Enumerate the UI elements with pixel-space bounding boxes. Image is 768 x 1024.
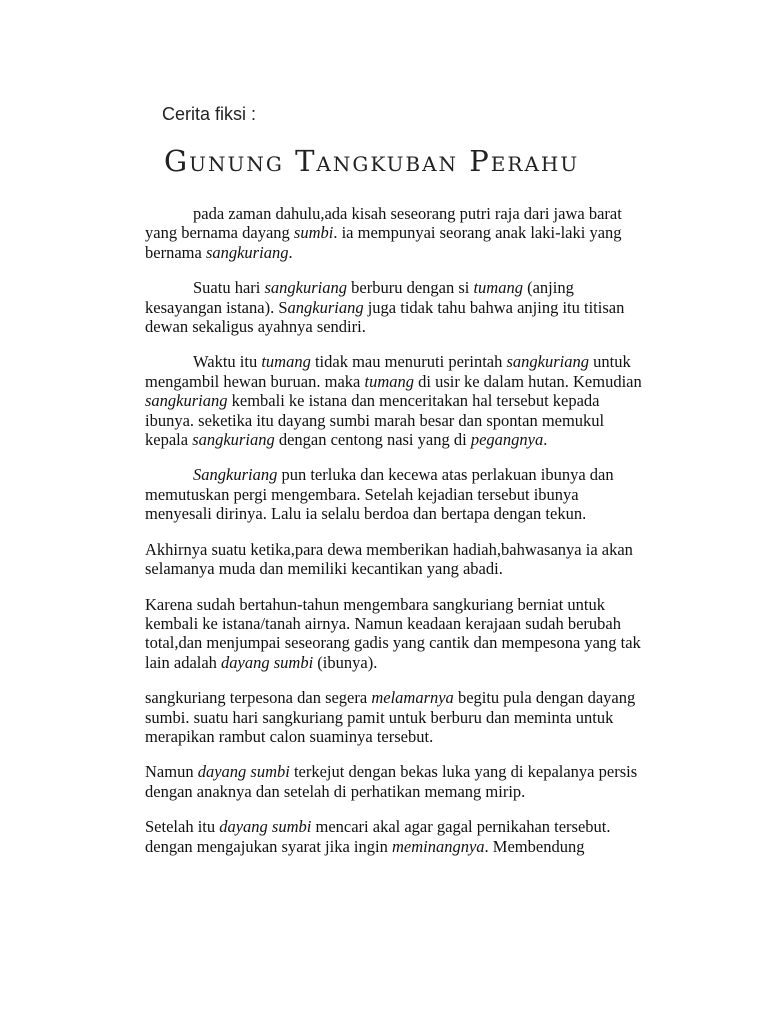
italic-text: sangkuriang — [145, 391, 228, 411]
italic-text: dayang sumbi — [197, 762, 290, 782]
text-run: (anjing kesayangan istana). S — [145, 278, 574, 317]
text-run: kembali ke istana dan menceritakan hal tersebut kepada ibunya. seketika itu dayang sumbi marah besar dan spontan memukul kepala — [145, 391, 605, 450]
story-paragraph — [145, 204, 645, 262]
italic-text: pegangnya — [470, 430, 544, 450]
text-run: begitu pula dengan dayang sumbi. suatu hari sangkuriang pamit untuk berburu dan meminta untuk merapikan rambut calon suaminya tersebut. — [145, 688, 636, 746]
text-run: Karena sudah bertahun-tahun mengembara sangkuriang berniat untuk kembali ke istana/tanah airnya. Namun keadaan kerajaan sudah berubah total,dan menjumpai seseorang gadis yang cantik dan mempesona yang tak lain adalah — [145, 594, 641, 672]
text-run: . — [543, 430, 548, 450]
text-run: tidak mau menuruti perintah — [310, 352, 507, 372]
story-paragraph — [145, 278, 645, 336]
italic-text: sangkuriang — [264, 278, 347, 298]
text-run: di usir ke dalam hutan. Kemudian — [413, 371, 642, 391]
italic-text: Sangkuriang — [193, 465, 278, 485]
text-run: Namun — [145, 762, 198, 782]
text-run: . Membendung — [484, 836, 585, 856]
italic-text: sangkuriang — [506, 352, 589, 372]
story-paragraph — [145, 762, 645, 801]
text-run: Waktu itu — [193, 352, 262, 372]
italic-text: sumbi — [293, 223, 334, 243]
text-run: berburu dengan si — [347, 278, 474, 298]
text-run: Suatu hari — [193, 278, 265, 298]
text-run: (ibunya). — [313, 652, 378, 672]
text-run: . ia mempunyai seorang anak laki-laki yang bernama — [145, 223, 622, 262]
italic-text: sangkuriang — [205, 242, 289, 262]
text-run: Akhirnya suatu ketika,para dewa memberikan hadiah,bahwasanya ia akan selamanya muda dan memiliki kecantikan yang abadi. — [145, 539, 633, 579]
italic-text: sangkuriang — [192, 430, 275, 450]
italic-text: dayang sumbi — [221, 652, 314, 672]
story-paragraph — [145, 595, 645, 673]
text-run: pun terluka dan kecewa atas perlakuan ibunya dan memutuskan pergi mengembara. Setelah kejadian tersebut ibunya menyesali dirinya. Lalu ia selalu berdoa dan bertapa dengan tekun. — [145, 465, 614, 524]
genre-label: Cerita fiksi : — [162, 104, 257, 124]
story-paragraph — [145, 352, 645, 449]
text-run: dengan centong nasi yang di — [274, 430, 471, 450]
text-run: Setelah itu — [145, 817, 220, 837]
italic-text: meminangnya — [391, 836, 485, 856]
story-paragraph — [145, 688, 645, 746]
text-run: juga tidak tahu bahwa anjing itu titisan dewan sekaligus ayahnya sendiri. — [145, 297, 625, 337]
italic-text: melamarnya — [371, 688, 454, 708]
story-paragraph — [145, 540, 645, 579]
italic-text: tumang — [473, 278, 523, 298]
story-title: Gunung Tangkuban Perahu — [164, 144, 580, 178]
story-paragraph — [145, 465, 645, 523]
italic-text: tumang — [261, 352, 311, 372]
italic-text: dayang sumbi — [219, 817, 312, 837]
text-run: mencari akal agar gagal pernikahan tersebut. dengan mengajukan syarat jika ingin — [145, 817, 611, 856]
text-run: untuk mengambil hewan buruan. maka — [145, 352, 631, 391]
italic-text: angkuriang — [287, 297, 364, 317]
text-run: . — [288, 242, 293, 262]
text-run: terkejut dengan bekas luka yang di kepalanya persis dengan anaknya dan setelah di perhatikan memang mirip. — [145, 762, 638, 801]
story-body — [145, 204, 645, 872]
story-paragraph — [145, 817, 645, 856]
text-run: pada zaman dahulu,ada kisah seseorang putri raja dari jawa barat yang bernama dayang — [145, 204, 622, 243]
text-run: sangkuriang terpesona dan segera — [145, 688, 372, 708]
italic-text: tumang — [364, 371, 414, 391]
